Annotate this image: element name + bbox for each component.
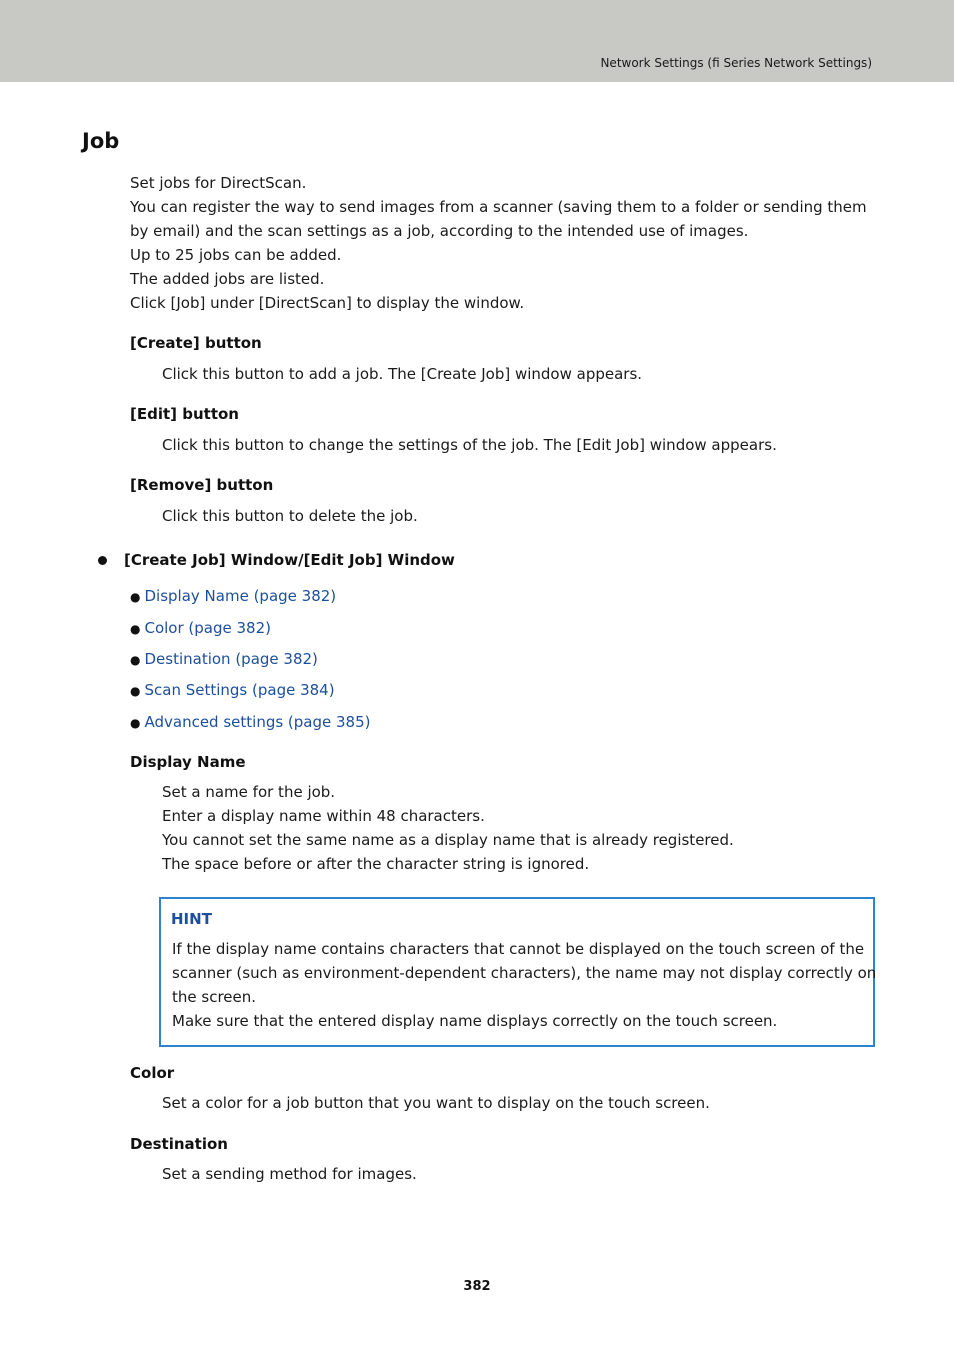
hint-body [172, 937, 877, 1033]
hint-line: Make sure that the entered display name displays correctly on the touch screen. [172, 1012, 778, 1030]
hint-line: If the display name contains characters that cannot be displayed on the touch screen of the [172, 940, 865, 958]
page-title: Job [82, 129, 120, 153]
intro-line: Up to 25 jobs can be added. [130, 246, 342, 264]
link-advanced-settings[interactable]: Advanced settings (page 385) [144, 713, 371, 731]
create-button-heading: [Create] button [130, 334, 262, 352]
hint-line: the screen. [172, 988, 257, 1006]
bullet-icon [98, 556, 107, 565]
display-name-description [162, 780, 862, 876]
bullet-icon: ● [130, 590, 141, 604]
header-band [0, 0, 954, 82]
list-item [130, 586, 336, 607]
intro-line: Set jobs for DirectScan. [130, 174, 307, 192]
intro-line: Click [Job] under [DirectScan] to display the window. [130, 294, 525, 312]
intro-line: by email) and the scan settings as a job, according to the intended use of images. [130, 222, 749, 240]
color-description: Set a color for a job button that you want to display on the touch screen. [162, 1094, 710, 1112]
description-line: Set a name for the job. [162, 783, 336, 801]
list-item [130, 712, 371, 733]
bullet-icon: ● [130, 653, 141, 667]
link-destination[interactable]: Destination (page 382) [144, 650, 318, 668]
list-item [130, 618, 271, 639]
window-section-heading [98, 550, 455, 570]
destination-description: Set a sending method for images. [162, 1165, 417, 1183]
destination-heading: Destination [130, 1135, 228, 1153]
page-number: 382 [463, 1279, 491, 1294]
list-item [130, 680, 335, 701]
remove-button-description: Click this button to delete the job. [162, 507, 418, 525]
hint-box [159, 897, 875, 1047]
header-section-title: Network Settings (fi Series Network Settings) [600, 56, 872, 70]
hint-label: HINT [171, 910, 212, 928]
edit-button-heading: [Edit] button [130, 405, 239, 423]
description-line: You cannot set the same name as a display name that is already registered. [162, 831, 734, 849]
bullet-icon: ● [130, 622, 141, 636]
intro-paragraph [130, 171, 865, 315]
link-color[interactable]: Color (page 382) [144, 619, 271, 637]
intro-line: The added jobs are listed. [130, 270, 325, 288]
list-item [130, 649, 318, 670]
link-scan-settings[interactable]: Scan Settings (page 384) [144, 681, 335, 699]
edit-button-description: Click this button to change the settings of the job. The [Edit Job] window appears. [162, 436, 777, 454]
color-heading: Color [130, 1064, 175, 1082]
hint-line: scanner (such as environment-dependent characters), the name may not display correctly on [172, 964, 877, 982]
remove-button-heading: [Remove] button [130, 476, 274, 494]
create-button-description: Click this button to add a job. The [Create Job] window appears. [162, 365, 643, 383]
description-line: The space before or after the character string is ignored. [162, 855, 590, 873]
bullet-icon: ● [130, 684, 141, 698]
link-display-name[interactable]: Display Name (page 382) [144, 587, 337, 605]
intro-line: You can register the way to send images from a scanner (saving them to a folder or sending them [130, 198, 867, 216]
bullet-icon: ● [130, 716, 141, 730]
window-section-title: [Create Job] Window/[Edit Job] Window [124, 551, 455, 569]
display-name-heading: Display Name [130, 753, 246, 771]
description-line: Enter a display name within 48 characters. [162, 807, 485, 825]
